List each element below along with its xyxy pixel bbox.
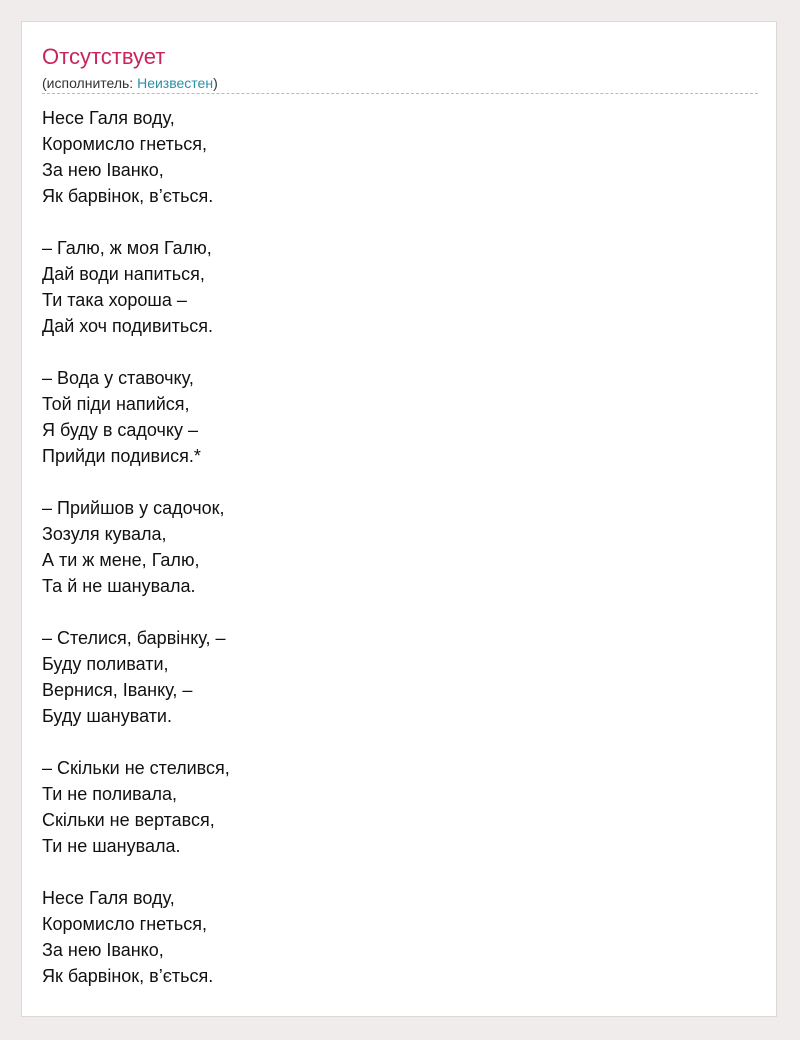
artist-line [42,74,218,92]
song-title: Отсутствует [42,44,166,69]
artist-prefix: (исполнитель: [42,75,138,91]
lyrics-card [21,21,777,1017]
artist-suffix: ) [213,75,218,91]
title-divider [42,93,758,94]
lyrics-text: Несе Галя воду, Коромисло гнеться, За нею Іванко, Як барвінок, в’ється. – Галю, ж моя Галю, Дай води напиться, Ти така хороша – Дай хоч подивиться. – Вода у ставочку, Той піди напийся, Я буду в садочку – Прийди подивися.* – Прийшов у садочок, Зозуля кувала, А ти ж мене, Галю, Та й не шанувала. – Стелися, барвінку, – Буду поливати, Вернися, Іванку, – Буду шанувати. – Скільки не стелився, Ти не поливала, Скільки не вертався, Ти не шанувала. Несе Галя воду, Коромисло гнеться, За нею Іванко, Як барвінок, в’ється. [42,108,230,986]
artist-link[interactable]: Неизвестен [137,75,214,91]
